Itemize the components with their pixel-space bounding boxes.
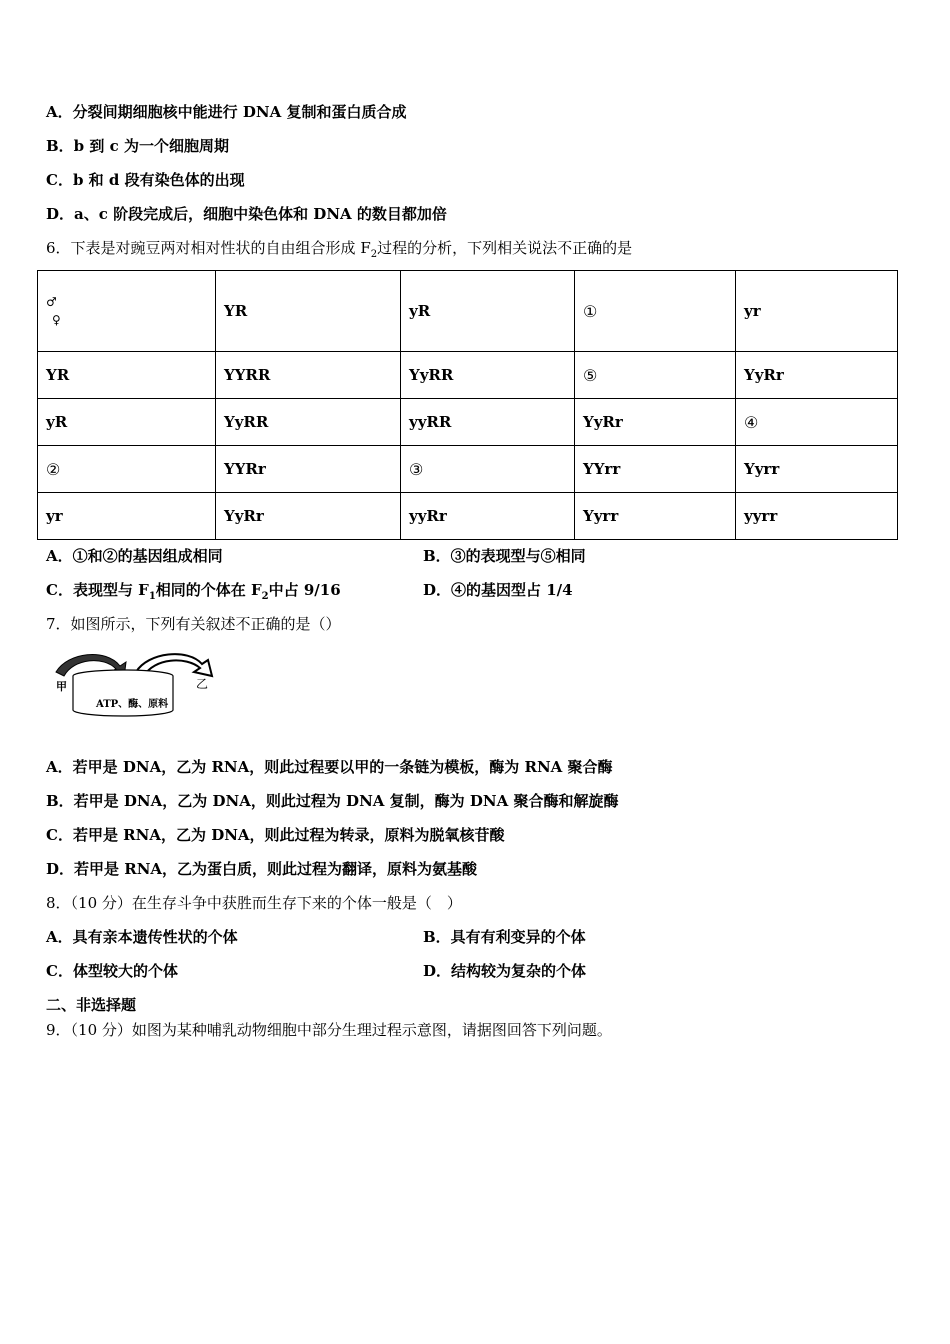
table-row <box>38 399 898 446</box>
row-header: YR <box>38 352 216 399</box>
table-cell: YyRr <box>575 399 736 446</box>
q6-options-row-1 <box>46 546 586 566</box>
table-cell: YYRR <box>216 352 401 399</box>
q8-stem: 8．（10 分）在生存斗争中获胜而生存下来的个体一般是（ ） <box>46 894 462 912</box>
q7-option-b: B．若甲是 DNA，乙为 DNA，则此过程为 DNA 复制，酶为 DNA 聚合酶和解旋酶 <box>46 792 619 810</box>
q6-option-d: D．④的基因型占 1/4 <box>423 581 573 599</box>
cylinder-label: ATP、酶、原料 <box>96 699 169 710</box>
table-cell: Yyrr <box>736 446 898 493</box>
col-header: yr <box>736 271 898 352</box>
table-cell: yyRr <box>401 493 575 540</box>
table-cell: YYRr <box>216 446 401 493</box>
male-symbol: ♂ <box>46 295 57 309</box>
q7-option-a: A．若甲是 DNA，乙为 RNA，则此过程要以甲的一条链为模板，酶为 RNA 聚合酶 <box>46 758 613 776</box>
row-header: yr <box>38 493 216 540</box>
q8-option-b: B．具有有利变异的个体 <box>423 928 586 946</box>
sex-corner-cell <box>38 271 216 352</box>
table-cell: ③ <box>401 446 575 493</box>
q5-option-d: D．a、c 阶段完成后，细胞中染色体和 DNA 的数目都加倍 <box>46 205 447 223</box>
q8-option-d: D．结构较为复杂的个体 <box>423 962 587 980</box>
process-diagram <box>48 650 223 722</box>
table-row <box>38 493 898 540</box>
table-cell: YyRr <box>736 352 898 399</box>
table-cell: Yyrr <box>575 493 736 540</box>
q9-stem: 9．（10 分）如图为某种哺乳动物细胞中部分生理过程示意图，请据图回答下列问题。 <box>46 1021 612 1039</box>
q5-option-c: C．b 和 d 段有染色体的出现 <box>46 171 245 189</box>
table-cell: yyRR <box>401 399 575 446</box>
section-title: 二、非选择题 <box>46 996 137 1014</box>
q6-option-a: A．①和②的基因组成相同 <box>46 547 223 565</box>
row-header: ② <box>38 446 216 493</box>
q6-stem: 6．下表是对豌豆两对相对性状的自由组合形成 $F_2$过程的分析，下列相关说法不正确的是 <box>46 239 633 260</box>
q5-option-a: A．分裂间期细胞核中能进行 DNA 复制和蛋白质合成 <box>46 103 407 121</box>
table-row <box>38 352 898 399</box>
q8-option-a: A．具有亲本遗传性状的个体 <box>46 928 238 946</box>
table-cell: ⑤ <box>575 352 736 399</box>
table-header-row <box>38 271 898 352</box>
label-yi: 乙 <box>196 677 209 691</box>
col-header: YR <box>216 271 401 352</box>
table-cell: YyRr <box>216 493 401 540</box>
col-header: ① <box>575 271 736 352</box>
q6-option-c: C．表现型与 $F_1$相同的个体在 $F_2$中占 9/16 <box>46 581 341 602</box>
table-cell: YYrr <box>575 446 736 493</box>
q6-options-row-2 <box>46 580 573 607</box>
cylinder-body <box>73 676 173 716</box>
q7-option-c: C．若甲是 RNA，乙为 DNA，则此过程为转录，原料为脱氧核苷酸 <box>46 826 505 844</box>
q8-options-row-1 <box>46 927 586 947</box>
col-header: yR <box>401 271 575 352</box>
q8-options-row-2 <box>46 961 587 981</box>
q7-stem: 7．如图所示，下列有关叙述不正确的是（） <box>46 615 341 633</box>
label-jia: 甲 <box>56 680 67 693</box>
punnett-square-table <box>37 270 898 540</box>
q7-option-d: D．若甲是 RNA，乙为蛋白质，则此过程为翻译，原料为氨基酸 <box>46 860 478 878</box>
table-cell: ④ <box>736 399 898 446</box>
table-cell: yyrr <box>736 493 898 540</box>
row-header: yR <box>38 399 216 446</box>
q8-option-c: C．体型较大的个体 <box>46 962 178 980</box>
table-cell: YyRR <box>401 352 575 399</box>
q5-option-b: B．b 到 c 为一个细胞周期 <box>46 137 229 155</box>
q6-option-b: B．③的表现型与⑤相同 <box>423 547 586 565</box>
table-row <box>38 446 898 493</box>
female-symbol: ♀ <box>52 313 61 327</box>
table-cell: YyRR <box>216 399 401 446</box>
